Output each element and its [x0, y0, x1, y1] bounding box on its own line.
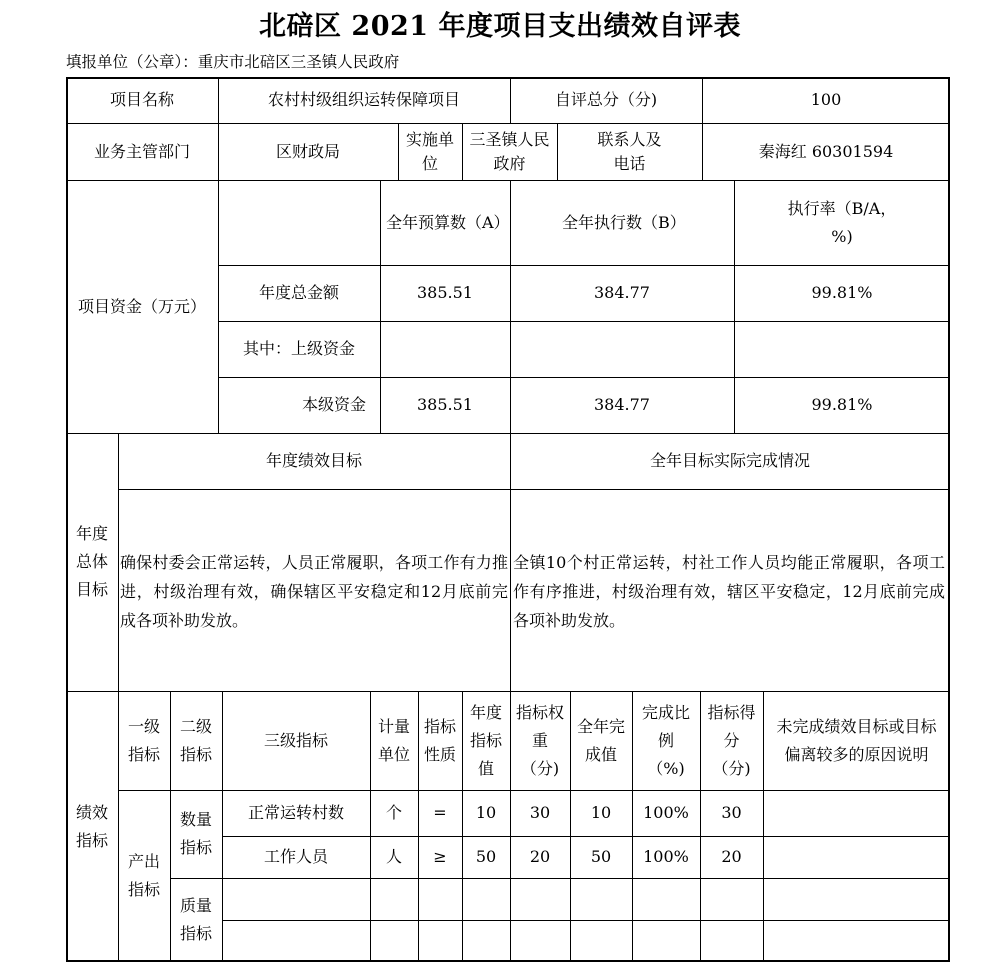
- indicator-name: 工作人员: [263, 847, 328, 867]
- contact-label: 联系人及电话: [597, 129, 662, 173]
- funds-row-label: 年度总金额: [258, 283, 339, 303]
- impl-label: 实施单位: [405, 129, 454, 173]
- indicator-ratio: 100%: [643, 847, 689, 867]
- target-value-header: 年度指标值: [469, 702, 502, 778]
- contact: 秦海红 60301594: [758, 141, 894, 161]
- indicator-nature: =: [433, 803, 447, 823]
- l3-header: 三级指标: [263, 730, 328, 750]
- score-header: 指标得分（分): [707, 702, 756, 778]
- funds-row-label: 其中：上级资金: [242, 339, 355, 359]
- impl-unit: 三圣镇人民政府: [469, 129, 550, 173]
- indicator-actual: 50: [590, 847, 612, 867]
- budget-header: 全年预算数（A）: [386, 212, 510, 232]
- l1-output: 产出指标: [127, 852, 160, 899]
- target-text: 确保村委会正常运转，人员正常履职，各项工作有力推进，村级治理有效，确保辖区平安稳定和12月底前完成各项补助发放。: [120, 553, 508, 630]
- indicator-reason: [763, 790, 950, 836]
- funds-row-label: 本级资金: [301, 395, 366, 415]
- funds-row-budget: [380, 321, 510, 377]
- indicator-nature: ≥: [433, 847, 447, 867]
- unit-header: 计量单位: [377, 716, 410, 764]
- l2-quantity: 数量指标: [179, 810, 212, 857]
- funds-row-rate: 99.81%: [811, 395, 873, 415]
- funds-row-rate: 99.81%: [811, 283, 873, 303]
- actual-header: 全年目标实际完成情况: [649, 451, 810, 471]
- page-title: 北碚区 2021 年度项目支出绩效自评表: [259, 11, 741, 42]
- funds-row-exec: 384.77: [594, 283, 650, 303]
- indicator-ratio: 100%: [643, 803, 689, 823]
- dept: 区财政局: [275, 141, 340, 161]
- weight-header: 指标权重（分): [515, 702, 564, 778]
- funds-row-rate: [734, 321, 950, 377]
- l2-quality: 质量指标: [179, 896, 212, 943]
- funds-row-exec: 384.77: [594, 395, 650, 415]
- dept-label: 业务主管部门: [93, 141, 190, 161]
- indicators-label: 绩效指标: [75, 802, 108, 850]
- funds-row-exec: [510, 321, 734, 377]
- indicator-score: 20: [721, 847, 742, 867]
- ratio-header: 完成比例（%): [641, 702, 690, 778]
- indicator-target: 10: [475, 803, 497, 823]
- indicator-target: 50: [475, 847, 497, 867]
- indicator-weight: 30: [529, 803, 551, 823]
- funds-label: 项目资金（万元）: [77, 296, 206, 316]
- actual-text: 全镇10个村正常运转，村社工作人员均能正常履职，各项工作有序推进，村级治理有效，辖区平安稳定，12月底前完成各项补助发放。: [513, 553, 945, 630]
- rate-header: 执行率（B/A，%): [787, 198, 897, 246]
- project-name: 农村村级组织运转保障项目: [267, 90, 460, 110]
- indicator-actual: 10: [590, 803, 612, 823]
- goals-label: 年度总体目标: [75, 524, 108, 599]
- indicator-name: 正常运转村数: [247, 803, 344, 823]
- funds-row-budget: 385.51: [417, 283, 473, 303]
- funds-row-budget: 385.51: [417, 395, 473, 415]
- indicator-unit: 人: [385, 847, 402, 867]
- exec-header: 全年执行数（B）: [562, 212, 686, 232]
- total-score: 100: [810, 90, 842, 110]
- indicator-score: 30: [721, 803, 742, 823]
- reporting-unit: 填报单位（公章）：重庆市北碚区三圣镇人民政府: [66, 53, 400, 71]
- l1-header: 一级指标: [127, 716, 160, 764]
- indicator-reason: [763, 836, 950, 878]
- l2-header: 二级指标: [179, 716, 212, 764]
- target-header: 年度绩效目标: [265, 451, 362, 471]
- score-label: 自评总分（分): [554, 90, 658, 110]
- indicator-unit: 个: [385, 803, 402, 823]
- reason-header: 未完成绩效目标或目标偏离较多的原因说明: [776, 716, 937, 764]
- project-name-label: 项目名称: [109, 90, 174, 110]
- indicator-weight: 20: [529, 847, 551, 867]
- nature-header: 指标性质: [423, 716, 456, 764]
- actual-value-header: 全年完成值: [577, 716, 626, 764]
